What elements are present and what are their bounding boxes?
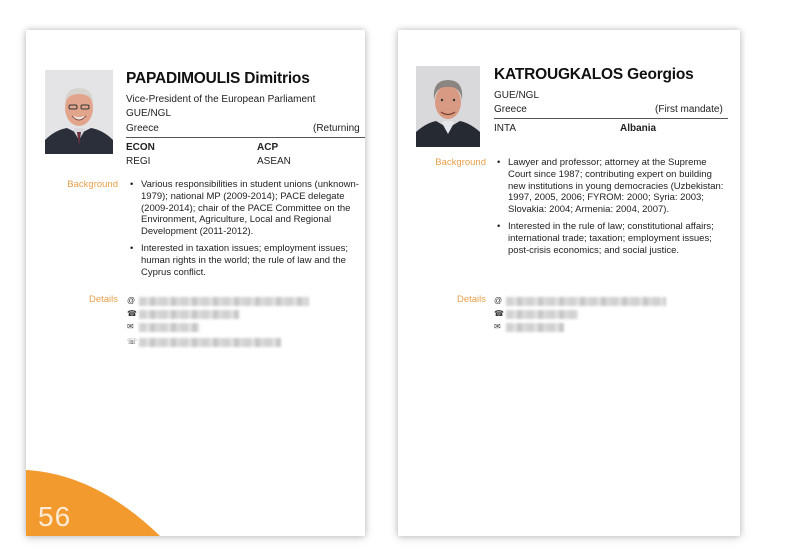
committee-code: REGI bbox=[126, 156, 151, 167]
detail-email-row bbox=[494, 296, 666, 306]
header-rule bbox=[126, 137, 365, 138]
background-label: Background bbox=[67, 179, 118, 190]
redacted-fax bbox=[139, 338, 281, 347]
redacted-email bbox=[506, 297, 666, 306]
committee-code: INTA bbox=[494, 123, 517, 134]
header-rule bbox=[494, 118, 728, 119]
detail-email-row bbox=[127, 296, 309, 306]
background-list bbox=[129, 179, 365, 283]
at-icon: @ bbox=[127, 296, 136, 305]
portrait-photo bbox=[416, 66, 480, 147]
profile-page-right bbox=[398, 30, 740, 536]
redacted-mail bbox=[139, 323, 199, 332]
detail-mail-row bbox=[494, 322, 564, 332]
mep-name: KATROUGKALOS Georgios bbox=[494, 66, 694, 83]
background-item: • Interested in taxation issues; employment issues; human rights in the world; the rule of law and the Cyprus conflict. bbox=[129, 243, 365, 278]
portrait-image bbox=[416, 66, 480, 147]
background-item: • Interested in the rule of law; constitutional affairs; international trade; taxation; employment issues; post-crisis economics; and social justice. bbox=[496, 221, 724, 256]
mail-icon: ✉ bbox=[127, 322, 134, 331]
background-item: • Lawyer and professor; attorney at the Supreme Court since 1987; contributing expert on building new institutions in young democracies (Uzbekistan: 1997, 2005, 2006; FYROM: 2000; Syria: 2003; Slovakia: 2004; Armenia: 2004, 2007). bbox=[496, 157, 724, 216]
background-list bbox=[496, 157, 724, 261]
delegation-name: Albania bbox=[620, 123, 657, 134]
profile-page-left bbox=[26, 30, 365, 536]
background-label: Background bbox=[435, 157, 486, 168]
mandate-status: (First mandate) bbox=[655, 104, 723, 115]
portrait-image bbox=[45, 70, 113, 154]
mep-name: PAPADIMOULIS Dimitrios bbox=[126, 70, 310, 87]
detail-phone-row bbox=[127, 309, 239, 319]
country: Greece bbox=[494, 104, 527, 115]
page-number: 56 bbox=[38, 501, 72, 532]
fax-icon: ☏ bbox=[127, 337, 138, 346]
mep-position: Vice-President of the European Parliament bbox=[126, 94, 316, 105]
redacted-mail bbox=[506, 323, 564, 332]
details-label: Details bbox=[88, 294, 118, 305]
political-group: GUE/NGL bbox=[494, 90, 540, 101]
committee-code: ECON bbox=[126, 142, 155, 153]
redacted-phone bbox=[506, 310, 578, 319]
detail-fax-row bbox=[127, 337, 281, 347]
details-label: Details bbox=[456, 294, 486, 305]
delegation-name: ACP bbox=[257, 142, 279, 153]
detail-mail-row bbox=[127, 322, 199, 332]
mail-icon: ✉ bbox=[494, 322, 501, 331]
redacted-email bbox=[139, 297, 309, 306]
phone-icon: ☎ bbox=[494, 309, 504, 318]
detail-phone-row bbox=[494, 309, 578, 319]
redacted-phone bbox=[139, 310, 239, 319]
phone-icon: ☎ bbox=[127, 309, 137, 318]
mandate-status: (Returning bbox=[313, 123, 360, 134]
delegation-name: ASEAN bbox=[257, 156, 291, 167]
background-item: • Various responsibilities in student unions (unknown-1979); national MP (2009-2014); PACE delegate (2009-2014); chair of the PACE Committee on the Environment, Agriculture, Local and Regional Development (2011-2012). bbox=[129, 179, 365, 238]
country: Greece bbox=[126, 123, 159, 134]
portrait-photo bbox=[45, 70, 113, 154]
political-group: GUE/NGL bbox=[126, 108, 172, 119]
at-icon: @ bbox=[494, 296, 503, 305]
